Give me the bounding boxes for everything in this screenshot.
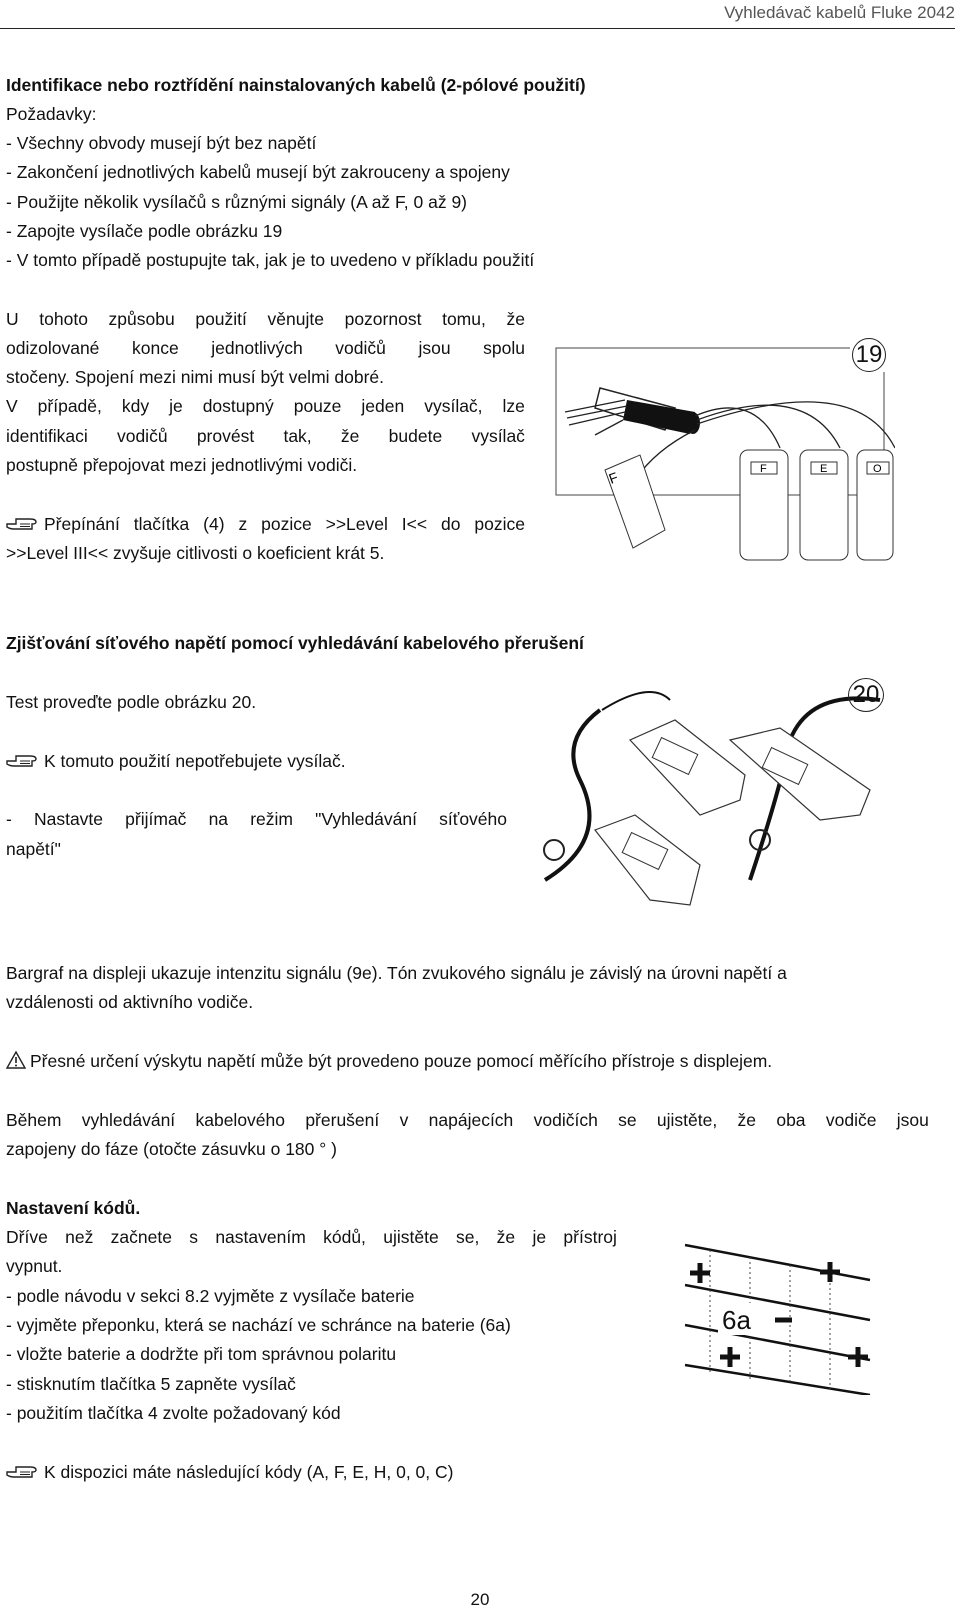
set-receiver-line2: napětí" (6, 839, 61, 859)
section3-heading: Nastavení kódů. (6, 1198, 141, 1218)
pointing-hand-icon (6, 1463, 38, 1481)
para-line: odizolované konce jednotlivých vodičů jsou spolu (6, 338, 525, 358)
page-header (0, 0, 955, 29)
note-level-line2: >>Level III<< zvyšuje citlivosti o koeficient krát 5. (6, 543, 385, 563)
para-line: U tohoto způsobu použití věnujte pozornost tomu, že (6, 309, 525, 329)
step-item: - podle návodu v sekci 8.2 vyjměte z vysílače baterie (6, 1286, 415, 1306)
section2-heading: Zjišťování síťového napětí pomocí vyhledávání kabelového přerušení (6, 633, 584, 653)
step-item: - vložte baterie a dodržte při tom správnou polaritu (6, 1344, 397, 1364)
pointing-hand-icon (6, 752, 38, 770)
para-line: stočeny. Spojení mezi nimi musí být velmi dobré. (6, 367, 385, 387)
intro-line2: vypnut. (6, 1256, 63, 1276)
set-receiver-line: - Nastavte přijímač na režim "Vyhledávání síťového (6, 809, 507, 829)
requirements-label: Požadavky: (6, 104, 97, 124)
requirement-item: - Použijte několik vysílačů s různými signály (A až F, 0 až 9) (6, 192, 468, 212)
fig19-label: F (606, 468, 621, 487)
requirement-item: - Zapojte vysílače podle obrázku 19 (6, 221, 283, 241)
para-line: V případě, kdy je dostupný pouze jeden vysílač, lze (6, 396, 525, 416)
battery-compartment-illustration (680, 1225, 875, 1395)
phase-line2: zapojeny do fáze (otočte zásuvku o 180 ° ) (6, 1139, 337, 1159)
pointing-hand-icon (6, 515, 38, 533)
intro-line1: Dříve než začnete s nastavením kódů, ujistěte se, že je přístroj (6, 1227, 617, 1247)
codes-note: K dispozici máte následující kódy (A, F, E, H, 0, 0, C) (6, 1461, 453, 1483)
fig19-label: O (873, 463, 882, 475)
warning-triangle-icon (6, 1051, 26, 1069)
figure-20-number: 20 (848, 678, 884, 712)
requirement-item: - Zakončení jednotlivých kabelů musejí být zakrouceny a spojeny (6, 162, 510, 182)
figure-20-receivers-illustration (540, 680, 890, 920)
para-line: identifikaci vodičů provést tak, že budete vysílač (6, 426, 525, 446)
warning-line: Přesné určení výskytu napětí může být provedeno pouze pomocí měřícího přístroje s displejem. (6, 1050, 772, 1072)
note-no-transmitter: K tomuto použití nepotřebujete vysílač. (6, 750, 346, 772)
figure-19-transmitters-illustration (555, 330, 895, 570)
step-item: - vyjměte přeponku, která se nachází ve schránce na baterie (6a) (6, 1315, 511, 1335)
figure-19-number: 19 (852, 338, 886, 372)
phase-line1: Během vyhledávání kabelového přerušení v napájecích vodičích se ujistěte, že oba vodiče jsou (6, 1110, 929, 1130)
bargraf-line2: vzdálenosti od aktivního vodiče. (6, 992, 254, 1012)
fig-6a-label: 6a (722, 1305, 751, 1335)
section1-heading: Identifikace nebo roztřídění nainstalovaných kabelů (2-pólové použití) (6, 75, 586, 95)
page-number: 20 (470, 1590, 490, 1609)
step-item: - použitím tlačítka 4 zvolte požadovaný kód (6, 1403, 341, 1423)
header-title: Vyhledávač kabelů Fluke 2042 (724, 3, 955, 22)
step-item: - stisknutím tlačítka 5 zapněte vysílač (6, 1374, 296, 1394)
test-instruction: Test proveďte podle obrázku 20. (6, 692, 257, 712)
fig19-label: E (820, 463, 828, 475)
fig19-label: F (760, 463, 767, 475)
requirement-item: - Všechny obvody musejí být bez napětí (6, 133, 317, 153)
bargraf-line1: Bargraf na displeji ukazuje intenzitu signálu (9e). Tón zvukového signálu je závislý na úrovni napětí a (6, 963, 787, 983)
note-level: Přepínání tlačítka (4) z pozice >>Level I<< do pozice (6, 513, 525, 535)
para-line: postupně přepojovat mezi jednotlivými vodiči. (6, 455, 358, 475)
requirement-item: - V tomto případě postupujte tak, jak je to uvedeno v příkladu použití (6, 250, 535, 270)
